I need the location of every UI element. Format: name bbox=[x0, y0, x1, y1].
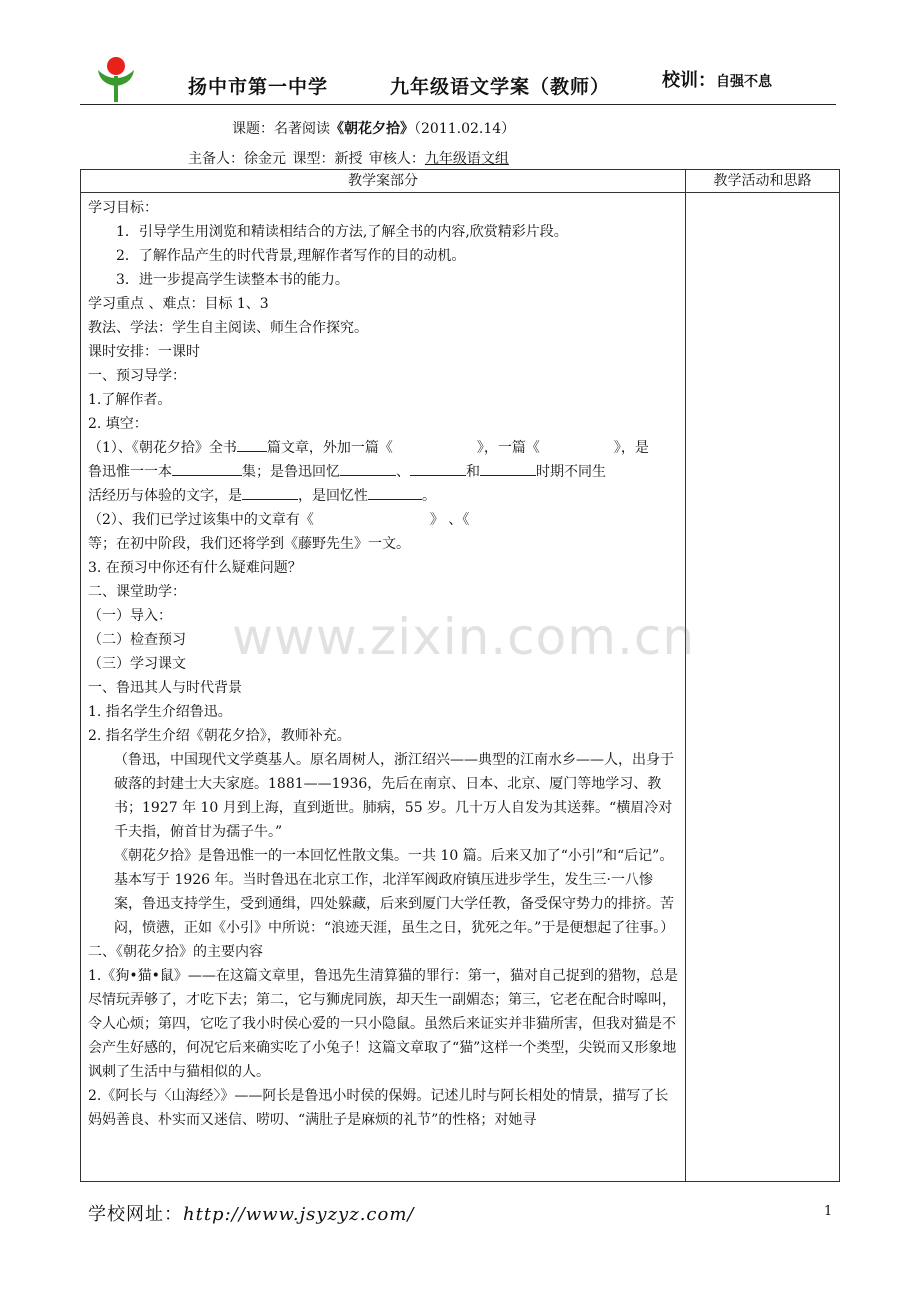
fill2-d: 和 bbox=[466, 464, 480, 480]
goal-3: 3．进一步提高学生读整本书的能力。 bbox=[116, 272, 349, 288]
blank[interactable] bbox=[340, 461, 396, 476]
part-2-title: 二、《朝花夕拾》的主要内容 bbox=[88, 944, 263, 960]
activity-notes-cell[interactable] bbox=[686, 193, 840, 1182]
watermark: www.zixin.com.cn bbox=[232, 608, 696, 666]
section-2-title: 二、课堂助学： bbox=[88, 584, 186, 600]
section-1-item-3: 3. 在预习中你还有什么疑难问题？ bbox=[88, 560, 302, 576]
fill-line-5: 等；在初中阶段，我们还将学到《藤野先生》一文。 bbox=[88, 536, 410, 552]
info-line bbox=[188, 148, 509, 168]
fill2-e: 时期不同生 bbox=[536, 464, 606, 480]
page-number: 1 bbox=[824, 1204, 833, 1219]
fill4-b: 》 、《 bbox=[429, 512, 470, 528]
bio-paragraph-2: 《朝花夕拾》是鲁迅惟一的一本回忆性散文集。一共 10 篇。后来又加了“小引”和“后记”。基本写于 1926 年。当时鲁迅在北京工作，北洋军阀政府镇压进步学生，发生三·一八惨案，鲁迅支持学生，受到通缉，四处躲藏，后来到厦门大学任教，备受保守势力的排挤。苦闷，愤懑，正如《小引》中所说：“浪迹天涯，虽生之日，犹死之年。”于是便想起了往事。） bbox=[114, 848, 675, 936]
content-item-2: 2.《阿长与〈山海经〉》——阿长是鲁迅小时侯的保姆。记述儿时与阿长相处的情景，描写了长妈妈善良、朴实而又迷信、唠叨、“满肚子是麻烦的礼节”的性格；对她寻 bbox=[88, 1088, 669, 1128]
fill2-c: 、 bbox=[396, 464, 410, 480]
content-item-1: 1.《狗•猫•鼠》——在这篇文章里，鲁迅先生清算猫的罪行：第一，猫对自己捉到的猎物，总是尽情玩弄够了，才吃下去；第二，它与狮虎同族，却天生一副媚态；第三，它老在配合时嗥叫，令人心烦；第四，它吃了我小时侯心爱的一只小隐鼠。虽然后来证实并非猫所害，但我对猫是不会产生好感的，何况它后来确实吃了小兔子！这篇文章取了“猫”这样一个类型，尖锐而又形象地讽刺了生活中与猫相似的人。 bbox=[88, 968, 678, 1080]
goal-1: 1．引导学生用浏览和精读相结合的方法,了解全书的内容,欣赏精彩片段。 bbox=[116, 224, 568, 240]
topic-date: （2011.02.14） bbox=[414, 121, 516, 137]
fill-line-4 bbox=[88, 508, 679, 532]
motto-text: 自强不息 bbox=[716, 74, 772, 90]
blank[interactable] bbox=[410, 461, 466, 476]
section-2-item-1: （一）导入： bbox=[88, 608, 172, 624]
footer bbox=[88, 1200, 414, 1226]
blank[interactable] bbox=[237, 437, 267, 452]
motto-label: 校训： bbox=[662, 70, 716, 91]
fill3-b: ，是回忆性 bbox=[298, 488, 368, 504]
fill3-c: 。 bbox=[422, 488, 436, 504]
info-text: 主备人：徐金元 课型：新授 审核人： bbox=[188, 151, 425, 167]
section-1-title: 一、预习导学： bbox=[88, 368, 186, 384]
fill2-b: 集；是鲁迅回忆 bbox=[242, 464, 340, 480]
fill3-a: 活经历与体验的文字，是 bbox=[88, 488, 242, 504]
methods: 教法、学法：学生自主阅读、师生合作探究。 bbox=[88, 320, 368, 336]
lesson-table bbox=[80, 169, 840, 1182]
topic-line bbox=[232, 118, 515, 138]
key-points: 学习重点 、难点：目标 1、3 bbox=[88, 296, 269, 312]
blank[interactable] bbox=[480, 461, 536, 476]
blank[interactable] bbox=[172, 461, 242, 476]
fill1-a: （1）、《朝花夕拾》全书 bbox=[88, 440, 237, 456]
school-logo bbox=[94, 56, 138, 102]
header-title: 九年级语文学案（教师） bbox=[390, 76, 611, 98]
fill4-a: （2）、我们已学过该集中的文章有《 bbox=[88, 512, 314, 528]
goal-2: 2．了解作品产生的时代背景,理解作者写作的目的动机。 bbox=[116, 248, 466, 264]
part-1-item-2: 2. 指名学生介绍《朝花夕拾》，教师补充。 bbox=[88, 728, 351, 744]
goals-title: 学习目标： bbox=[88, 200, 158, 216]
page-header bbox=[80, 52, 836, 105]
bio-paragraph-1: （鲁迅，中国现代文学奠基人。原名周树人，浙江绍兴——典型的江南水乡——人，出身于破落的封建士大夫家庭。1881——1936，先后在南京、日本、北京、厦门等地学习、教书；1927 年 10 月到上海，直到逝世。肺病，55 岁。几十万人自发为其送葬。“横眉冷对千夫指，俯首甘为孺子牛。” bbox=[114, 752, 674, 840]
schedule: 课时安排：一课时 bbox=[88, 344, 200, 360]
part-1-item-1: 1. 指名学生介绍鲁迅。 bbox=[88, 704, 232, 720]
reviewer: 九年级语文组 bbox=[424, 151, 509, 167]
fill1-d: 》，是 bbox=[613, 440, 649, 456]
col-header-lesson: 教学案部分 bbox=[81, 170, 686, 193]
fill-line-2 bbox=[88, 460, 679, 484]
topic-book: 《朝花夕拾》 bbox=[330, 121, 414, 137]
topic-prefix: 课题：名著阅读 bbox=[232, 121, 330, 137]
school-name: 扬中市第一中学 bbox=[188, 76, 329, 98]
fill2-a: 鲁迅惟一一本 bbox=[88, 464, 172, 480]
section-1-item-2: 2. 填空： bbox=[88, 416, 148, 432]
fill1-c: 》，一篇《 bbox=[476, 440, 540, 456]
section-1-item-1: 1.了解作者。 bbox=[88, 392, 172, 408]
school-url-link[interactable]: http://www.jsyzyz.com/ bbox=[183, 1204, 415, 1225]
footer-label: 学校网址： bbox=[88, 1204, 183, 1225]
blank[interactable] bbox=[242, 485, 298, 500]
part-1-title: 一、鲁迅其人与时代背景 bbox=[88, 680, 242, 696]
school-motto bbox=[662, 66, 772, 92]
col-header-activity: 教学活动和思路 bbox=[686, 170, 840, 193]
fill1-b: 篇文章，外加一篇《 bbox=[266, 440, 393, 456]
section-2-item-3: （三）学习课文 bbox=[88, 656, 186, 672]
section-2-item-2: （二）检查预习 bbox=[88, 632, 186, 648]
fill-line-1 bbox=[88, 436, 679, 460]
blank[interactable] bbox=[368, 485, 422, 500]
fill-line-3 bbox=[88, 484, 679, 508]
lesson-content-cell bbox=[81, 193, 686, 1182]
